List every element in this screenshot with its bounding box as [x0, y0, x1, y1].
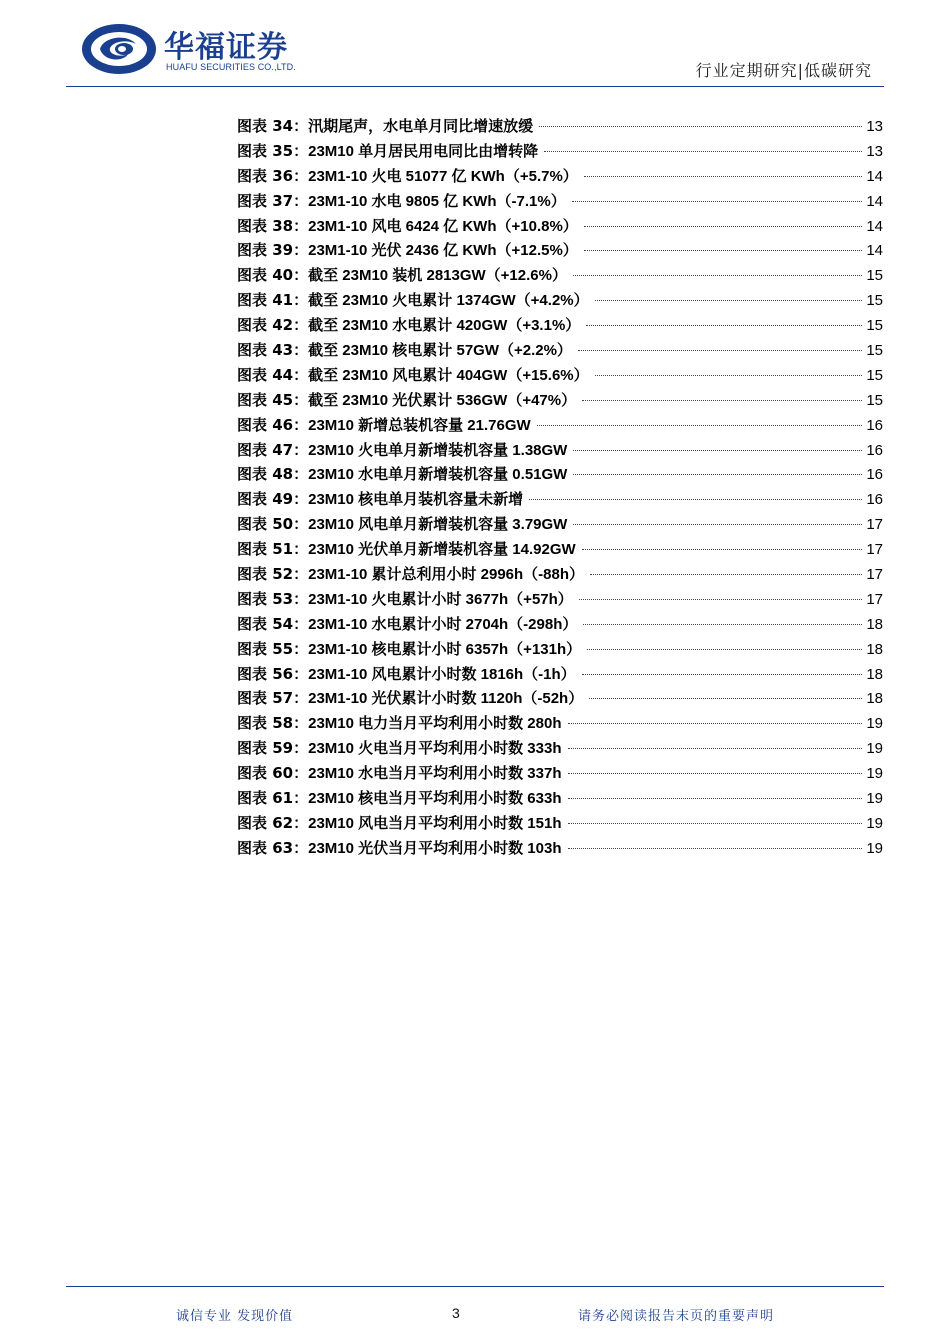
figure-label: 图表 46： — [237, 415, 309, 434]
figure-title: 23M1-10 光伏 2436 亿 KWh（+12.5%） — [308, 242, 578, 260]
figure-label: 图表 54： — [237, 614, 309, 633]
figure-page-number: 15 — [866, 292, 883, 310]
figure-title: 23M1-10 核电累计小时 6357h（+131h） — [308, 640, 582, 658]
figure-title: 23M10 新增总装机容量 21.76GW — [308, 416, 531, 434]
figure-label: 图表 55： — [237, 639, 309, 658]
figure-list-item[interactable] — [237, 488, 883, 513]
dot-leader — [584, 226, 863, 227]
figure-list-item[interactable] — [237, 538, 883, 563]
figure-page-number: 19 — [866, 790, 883, 808]
figure-label: 图表 57： — [237, 689, 309, 708]
logo-chinese-name: 华福证券 — [164, 30, 288, 65]
figure-list-item[interactable] — [237, 439, 883, 464]
dot-leader — [568, 748, 863, 749]
dot-leader — [537, 425, 863, 426]
figure-title: 23M10 水电当月平均利用小时数 337h — [308, 765, 562, 783]
figure-page-number: 17 — [866, 516, 883, 534]
dot-leader — [595, 375, 863, 376]
footer-slogan: 诚信专业 发现价值 — [176, 1309, 294, 1324]
footer-disclaimer: 请务必阅读报告末页的重要声明 — [577, 1309, 774, 1324]
figure-label: 图表 37： — [237, 191, 309, 210]
dot-leader — [568, 823, 863, 824]
figure-list-item[interactable] — [237, 563, 883, 588]
logo-english-name: HUAFU SECURITIES CO.,LTD. — [166, 62, 296, 72]
figure-page-number: 14 — [866, 242, 883, 260]
figure-page-number: 16 — [866, 491, 883, 509]
figure-title: 汛期尾声，水电单月同比增速放缓 — [308, 118, 534, 135]
figure-list-item[interactable] — [237, 613, 883, 638]
dot-leader — [584, 176, 863, 177]
figure-label: 图表 34： — [237, 117, 309, 135]
figure-page-number: 18 — [866, 665, 883, 683]
figure-list-item[interactable] — [237, 787, 883, 812]
figure-title: 23M10 单月居民用电同比由增转降 — [308, 142, 539, 160]
figure-title: 23M10 火电当月平均利用小时数 333h — [308, 740, 562, 758]
figure-page-number: 13 — [866, 118, 883, 135]
page-number: 3 — [452, 1305, 460, 1321]
header-divider — [66, 86, 884, 87]
figure-page-number: 17 — [866, 566, 883, 584]
figure-list — [237, 115, 883, 862]
dot-leader — [529, 499, 862, 500]
figure-list-item[interactable] — [237, 812, 883, 837]
dot-leader — [568, 723, 863, 724]
figure-page-number: 18 — [866, 690, 883, 708]
figure-title: 截至 23M10 风电累计 404GW（+15.6%） — [308, 366, 589, 384]
figure-page-number: 15 — [866, 366, 883, 384]
figure-label: 图表 50： — [237, 515, 309, 534]
figure-list-item[interactable] — [237, 687, 883, 712]
figure-list-item[interactable] — [237, 389, 883, 414]
figure-title: 23M10 核电当月平均利用小时数 633h — [308, 790, 562, 808]
dot-leader — [582, 549, 863, 550]
figure-page-number: 14 — [866, 217, 883, 235]
figure-label: 图表 40： — [237, 266, 309, 285]
figure-list-item[interactable] — [237, 115, 883, 140]
figure-page-number: 15 — [866, 391, 883, 409]
figure-list-item[interactable] — [237, 638, 883, 663]
figure-label: 图表 42： — [237, 316, 309, 335]
figure-label: 图表 61： — [237, 789, 309, 808]
figure-title: 23M10 风电单月新增装机容量 3.79GW — [308, 516, 568, 534]
figure-list-item[interactable] — [237, 737, 883, 762]
dot-leader — [573, 275, 862, 276]
figure-page-number: 17 — [866, 541, 883, 559]
figure-title: 23M1-10 火电累计小时 3677h（+57h） — [308, 590, 573, 608]
figure-title: 23M1-10 风电累计小时数 1816h（-1h） — [308, 665, 576, 683]
figure-page-number: 16 — [866, 416, 883, 434]
figure-label: 图表 63： — [237, 838, 309, 857]
dot-leader — [572, 201, 863, 202]
figure-list-item[interactable] — [237, 215, 883, 240]
figure-page-number: 19 — [866, 839, 883, 857]
figure-page-number: 17 — [866, 590, 883, 608]
figure-list-item[interactable] — [237, 339, 883, 364]
figure-title: 23M10 水电单月新增装机容量 0.51GW — [308, 466, 568, 484]
report-category: 行业定期研究|低碳研究 — [695, 61, 872, 80]
figure-page-number: 15 — [866, 267, 883, 285]
figure-list-item[interactable] — [237, 264, 883, 289]
figure-title: 23M1-10 累计总利用小时 2996h（-88h） — [308, 566, 585, 584]
dot-leader — [573, 524, 862, 525]
figure-title: 23M1-10 光伏累计小时数 1120h（-52h） — [308, 690, 584, 708]
dot-leader — [583, 624, 862, 625]
dot-leader — [587, 649, 862, 650]
figure-page-number: 16 — [866, 466, 883, 484]
dot-leader — [584, 250, 863, 251]
figure-label: 图表 36： — [237, 166, 309, 185]
figure-list-item[interactable] — [237, 314, 883, 339]
dot-leader — [579, 599, 863, 600]
dot-leader — [573, 450, 862, 451]
figure-label: 图表 39： — [237, 241, 309, 260]
figure-label: 图表 44： — [237, 365, 309, 384]
figure-list-item[interactable] — [237, 289, 883, 314]
figure-page-number: 19 — [866, 715, 883, 733]
figure-label: 图表 43： — [237, 341, 309, 360]
dot-leader — [586, 325, 862, 326]
figure-list-item[interactable] — [237, 588, 883, 613]
figure-label: 图表 47： — [237, 440, 309, 459]
figure-label: 图表 49： — [237, 490, 309, 509]
figure-label: 图表 48： — [237, 465, 309, 484]
figure-title: 截至 23M10 核电累计 57GW（+2.2%） — [308, 342, 572, 360]
figure-list-item[interactable] — [237, 513, 883, 538]
dot-leader — [568, 773, 863, 774]
figure-title: 截至 23M10 火电累计 1374GW（+4.2%） — [308, 292, 589, 310]
figure-title: 截至 23M10 装机 2813GW（+12.6%） — [308, 267, 567, 285]
figure-label: 图表 58： — [237, 714, 309, 733]
dot-leader — [568, 798, 863, 799]
figure-label: 图表 45： — [237, 390, 309, 409]
figure-list-item[interactable] — [237, 762, 883, 787]
footer-divider — [66, 1286, 884, 1287]
logo-swirl-icon — [80, 22, 158, 76]
figure-list-item[interactable] — [237, 364, 883, 389]
figure-title: 23M10 光伏当月平均利用小时数 103h — [308, 839, 562, 857]
dot-leader — [544, 151, 862, 152]
figure-list-item[interactable] — [237, 165, 883, 190]
dot-leader — [539, 126, 862, 127]
figure-title: 23M10 核电单月装机容量未新增 — [308, 491, 524, 509]
figure-label: 图表 56： — [237, 664, 309, 683]
figure-label: 图表 53： — [237, 589, 309, 608]
figure-title: 23M10 火电单月新增装机容量 1.38GW — [308, 441, 568, 459]
figure-label: 图表 38： — [237, 216, 309, 235]
dot-leader — [590, 574, 862, 575]
figure-label: 图表 51： — [237, 540, 309, 559]
figure-page-number: 18 — [866, 615, 883, 633]
dot-leader — [595, 300, 863, 301]
figure-title: 23M1-10 水电累计小时 2704h（-298h） — [308, 615, 578, 633]
figure-label: 图表 62： — [237, 813, 309, 832]
figure-list-item[interactable] — [237, 837, 883, 862]
figure-label: 图表 41： — [237, 291, 309, 310]
dot-leader — [589, 698, 862, 699]
figure-title: 23M10 电力当月平均利用小时数 280h — [308, 715, 562, 733]
figure-title: 23M1-10 火电 51077 亿 KWh（+5.7%） — [308, 167, 578, 185]
figure-list-item[interactable] — [237, 190, 883, 215]
dot-leader — [578, 350, 862, 351]
company-logo — [80, 22, 320, 78]
figure-label: 图表 52： — [237, 565, 309, 584]
figure-list-item[interactable] — [237, 663, 883, 688]
figure-label: 图表 60： — [237, 764, 309, 783]
figure-list-item[interactable] — [237, 712, 883, 737]
figure-page-number: 14 — [866, 167, 883, 185]
figure-page-number: 19 — [866, 814, 883, 832]
figure-page-number: 14 — [866, 192, 883, 210]
figure-page-number: 15 — [866, 342, 883, 360]
figure-label: 图表 35： — [237, 141, 309, 160]
figure-title: 截至 23M10 水电累计 420GW（+3.1%） — [308, 317, 581, 335]
figure-page-number: 16 — [866, 441, 883, 459]
figure-list-item[interactable] — [237, 239, 883, 264]
figure-title: 截至 23M10 光伏累计 536GW（+47%） — [308, 391, 577, 409]
figure-list-item[interactable] — [237, 414, 883, 439]
figure-title: 23M10 光伏单月新增装机容量 14.92GW — [308, 541, 576, 559]
figure-title: 23M1-10 水电 9805 亿 KWh（-7.1%） — [308, 192, 566, 210]
dot-leader — [573, 474, 862, 475]
figure-title: 23M10 风电当月平均利用小时数 151h — [308, 814, 562, 832]
figure-page-number: 19 — [866, 740, 883, 758]
dot-leader — [568, 848, 863, 849]
figure-page-number: 19 — [866, 765, 883, 783]
figure-list-item[interactable] — [237, 140, 883, 165]
dot-leader — [582, 674, 863, 675]
figure-title: 23M1-10 风电 6424 亿 KWh（+10.8%） — [308, 217, 578, 235]
figure-list-item[interactable] — [237, 463, 883, 488]
figure-label: 图表 59： — [237, 739, 309, 758]
figure-page-number: 13 — [866, 142, 883, 160]
figure-page-number: 18 — [866, 640, 883, 658]
dot-leader — [582, 400, 862, 401]
figure-page-number: 15 — [866, 317, 883, 335]
